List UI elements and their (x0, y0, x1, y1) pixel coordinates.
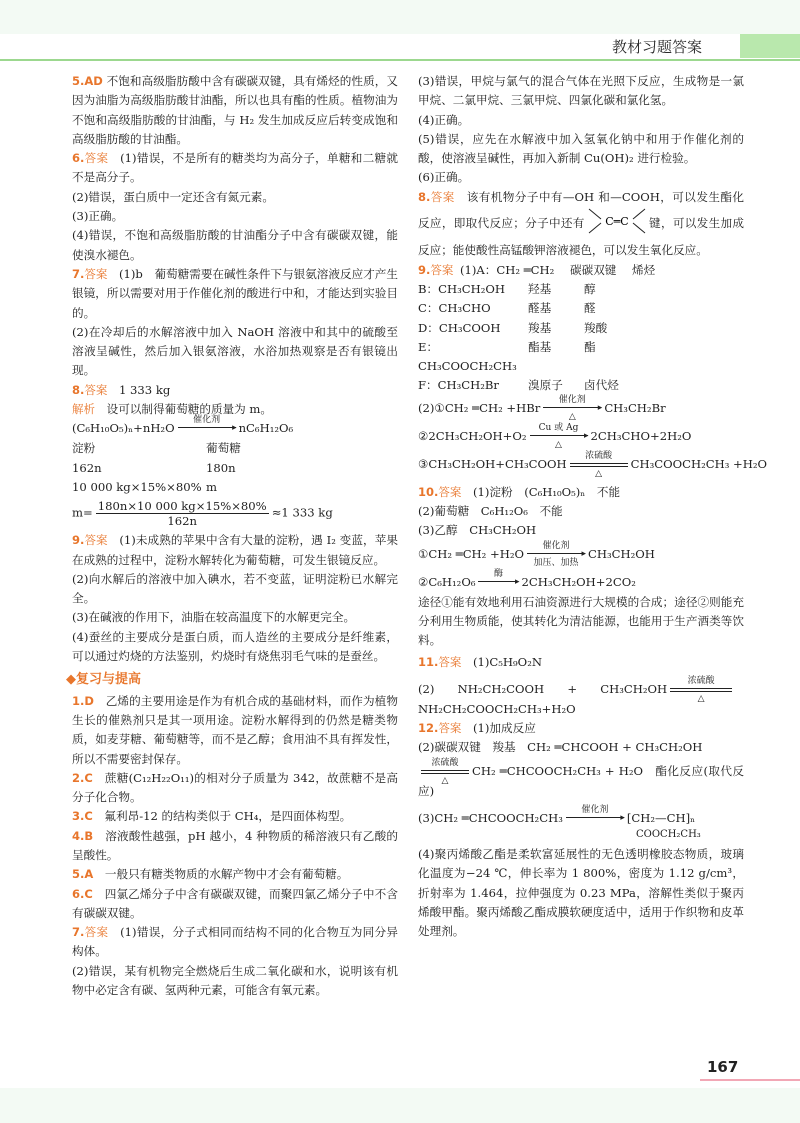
answer-tag: 答案 (84, 533, 108, 548)
header-tab-decoration (740, 34, 800, 58)
equation (72, 415, 398, 439)
reaction-arrow: Cu 或 Ag ▸ △ (530, 427, 588, 447)
functional-group: 酯基 (528, 339, 552, 354)
eq-left: ①CH₂ ═CH₂ +H₂O (418, 546, 524, 561)
answer-tag: 答案 (84, 151, 109, 166)
answer-tag: 答案 (84, 382, 108, 397)
answer-text: 1 333 kg (118, 382, 171, 397)
question-number: 7. (72, 266, 85, 281)
question-number: 5.A (72, 867, 94, 882)
equation (418, 568, 744, 593)
answer-text: (1)错误，分子式相同而结构不同的化合物互为同分异构体。 (72, 925, 398, 959)
equation (418, 422, 744, 450)
functional-group: 碳碳双键 (570, 262, 617, 277)
compound-class: 烯烃 (632, 262, 656, 277)
right-column (418, 72, 768, 942)
answer-text: 氟利昂-12 的结构类似于 CH₄，是四面体构型。 (104, 809, 352, 824)
functional-group: 醛基 (528, 301, 552, 316)
eq-left: ②C₆H₁₂O₆ (418, 574, 476, 589)
arrow-condition: 浓硫酸 (431, 757, 459, 768)
answer-text: (3)在碱液的作用下，油脂在较高温度下的水解更完全。 (72, 610, 356, 625)
substance-formula: F：CH₃CH₂Br (418, 378, 499, 393)
answer-text: (4)正确。 (418, 112, 470, 127)
question-number: 3.C (72, 809, 93, 824)
answer-r12 (418, 719, 744, 738)
answer-text: 蔗糖(C₁₂H₂₂O₁₁)的相对分子质量为 342，故蔗糖不是高分子化合物。 (72, 770, 398, 805)
review-4 (72, 827, 398, 866)
question-number: 6.C (72, 886, 93, 901)
arrow-condition: 催化剂 (542, 540, 570, 551)
calc-cell: 葡萄糖 (206, 441, 241, 456)
answer-text: (1)b 葡萄糖需要在碱性条件下与银氨溶液反应才产生银镜，所以需要对用于作催化剂的酸进行中和，才能达到实验目的。 (72, 266, 398, 320)
question-number: 7. (72, 925, 85, 940)
eq-left: ③CH₃CH₂OH+CH₃COOH (418, 456, 567, 471)
answer-r11 (418, 653, 744, 672)
left-column (66, 72, 398, 1000)
eq-right: 2CH₃CHO+2H₂O (590, 428, 692, 443)
answer-tag: 答案 (84, 925, 109, 940)
reaction-arrow: 酶 ▸ (478, 573, 518, 593)
review-6 (72, 885, 398, 924)
answer-text: (4)聚丙烯酸乙酯是柔软富延展性的无色透明橡胶态物质，玻璃化温度为−24 ℃，伸长率为 1 800%，密度为 1.12 g/cm³，折射率为 1.464，拉伸强度为 0.23 MPa，溶解性类似于聚丙烯酸甲酯。聚丙烯酸乙酯成膜软硬度适中，适用于作织物和皮革处理剂。 (418, 847, 744, 939)
answer-text: (2)错误，蛋白质中一定还含有氮元素。 (72, 189, 274, 204)
arrow-condition: 加压、加热 (533, 557, 579, 568)
question-number: 6. (72, 151, 85, 166)
answer-text: (2)葡萄糖 C₆H₁₂O₆ 不能 (418, 504, 563, 519)
arrow-condition: 催化剂 (558, 394, 586, 405)
answer-text: 溶液酸性越强，pH 越小，4 种物质的稀溶液只有乙酸的呈酸性。 (72, 828, 398, 862)
answer-5 (72, 72, 398, 149)
answer-text: (6)正确。 (418, 170, 470, 185)
answer-text: (3)乙醇 CH₃CH₂OH (418, 523, 537, 538)
arrow-condition: 浓硫酸 (585, 450, 613, 461)
substance-table-rest (418, 280, 744, 396)
question-number: 8. (418, 189, 431, 204)
eq-left: (C₆H₁₀O₅)ₙ+nH₂O (72, 421, 175, 436)
reaction-arrow: 催化剂 ▸ △ (543, 399, 601, 419)
answer-text: (2)错误，某有机物完全燃烧后生成二氧化碳和水，说明该有机物中必定含有碳、氢两种元素，可能含有氧元素。 (72, 963, 398, 998)
equation (418, 394, 744, 422)
review-2 (72, 769, 398, 808)
page-number: 167 (707, 1058, 739, 1076)
reversible-arrow (570, 450, 628, 479)
answer-text: (3)正确。 (72, 209, 124, 224)
calc-cell: 180n (206, 460, 236, 475)
formula-rhs: ≈1 333 kg (271, 505, 333, 520)
equation (418, 675, 744, 704)
arrow-condition: △ (595, 468, 603, 479)
arrow-condition: 催化剂 (581, 805, 609, 816)
answer-text: (1)淀粉 (C₆H₁₀O₅)ₙ 不能 (472, 484, 621, 499)
eq-right: 2CH₃CH₂OH+2CO₂ (521, 574, 636, 589)
eq-right: CH₃COOCH₂CH₃ +H₂O (630, 456, 768, 471)
cc-double-bond-structure (585, 207, 649, 241)
analysis-text: 设可以制得葡萄糖的质量为 m。 (106, 402, 273, 417)
arrow-condition: △ (568, 411, 576, 422)
answer-text: 四氯乙烯分子中含有碳碳双键，而聚四氯乙烯分子中不含有碳碳双键。 (72, 886, 398, 920)
calc-table (72, 439, 398, 497)
answer-text: 乙烯的主要用途是作为有机合成的基础材料，而作为植物生长的催熟剂只是其一项用途。淀粉水解得到的仍然是糖类物质，如麦芽糖、葡萄糖等，而不是乙醇；食用油不具有挥发性，所以不需要密封保存。 (72, 693, 398, 766)
formula-lhs: m= (72, 505, 93, 520)
answer-text: 一般只有糖类物质的水解产物中才会有葡萄糖。 (104, 867, 349, 882)
answer-text: (1)未成熟的苹果中含有大量的淀粉，遇 I₂ 变蓝，苹果在成熟的过程中，淀粉水解转化为葡萄糖，可发生银镜反应。 (72, 533, 398, 567)
eq-left: (2) NH₂CH₂COOH + CH₃CH₂OH (418, 681, 668, 696)
section-heading: ◆复习与提高 (66, 672, 141, 688)
answer-r10 (418, 483, 744, 502)
header-rule (0, 59, 800, 61)
arrow-condition: 催化剂 (193, 415, 221, 426)
bottom-band (0, 1088, 800, 1123)
eq-right: CH₂ ═CHCOOCH₂CH₃ + H₂O 酯化反应(取代反应) (418, 763, 744, 798)
functional-group: 羟基 (528, 281, 552, 296)
answer-tag: 答案 (84, 266, 108, 281)
arrow-condition: 酶 (493, 568, 503, 579)
answer-9 (72, 531, 398, 570)
arrow-condition: 浓硫酸 (687, 675, 715, 686)
arrow-condition: Cu 或 Ag (538, 422, 579, 433)
compound-class: 羧酸 (584, 320, 608, 335)
answer-text: 该有机物分子中有—OH 和—COOH，可以发生酯化反应，即取代反应；分子中还有 (418, 189, 744, 231)
question-number: 8. (72, 382, 85, 397)
analysis-tag: 解析 (72, 402, 95, 417)
eq-left: (3)CH₂ ═CHCOOCH₂CH₃ (418, 811, 563, 826)
answer-text: (1)错误，不是所有的糖类均为高分子，单糖和二糖就不是高分子。 (72, 151, 398, 185)
reversible-arrow (421, 757, 469, 786)
cc-label: C═C (604, 215, 629, 229)
arrow-condition: △ (697, 693, 705, 704)
fraction (96, 499, 269, 528)
equation (418, 450, 768, 479)
reversible-arrow (670, 675, 732, 704)
answer-text: (1)C₅H₉O₂N (472, 654, 542, 669)
answer-text: (4)蚕丝的主要成分是蛋白质，而人造丝的主要成分是纤维素，可以通过灼烧的方法鉴别，灼烧时有烧焦羽毛气味的是蚕丝。 (72, 629, 398, 664)
substance-formula: C：CH₃CHO (418, 301, 491, 316)
compound-class: 醇 (584, 281, 596, 296)
substance-table (418, 261, 744, 280)
eq-right: nC₆H₁₂O₆ (238, 421, 294, 436)
answer-tag: 答案 (438, 721, 462, 736)
question-number: 10. (418, 484, 439, 499)
answer-text: 键，可以发生加成反应；能使酸性高锰酸钾溶液褪色，可以发生氧化反应。 (418, 216, 744, 258)
compound-class: 酯 (584, 339, 596, 354)
question-number: 9. (418, 262, 431, 277)
top-band (0, 0, 800, 34)
eq-right: CH₃CH₂OH (587, 546, 655, 561)
eq-right: CH₃CH₂Br (604, 400, 666, 415)
calc-cell: m (206, 479, 217, 494)
question-number: 12. (418, 721, 439, 736)
page-header-title: 教材习题答案 (612, 38, 703, 56)
functional-group: 溴原子 (528, 378, 563, 393)
eq-left: (2)①CH₂ ═CH₂ +HBr (418, 400, 541, 415)
answer-r8 (418, 188, 744, 261)
question-number: 5.AD (72, 74, 103, 88)
answer-7 (72, 265, 398, 323)
eq-right: NH₂CH₂COOCH₂CH₃+H₂O (418, 701, 576, 716)
calc-cell: 162n (72, 460, 102, 475)
question-number: 2.C (72, 770, 93, 785)
arrow-condition: △ (555, 439, 562, 450)
polymer-equation (418, 805, 744, 829)
substance-formula: D：CH₃COOH (418, 320, 501, 335)
answer-text: 不饱和高级脂肪酸中含有碳碳双键，具有烯烃的性质，又因为油脂为高级脂肪酸甘油酯，所以也具有酯的性质。植物油为不饱和高级脂肪酸的甘油酯，与 H₂ 发生加成反应后转变成饱和高级脂肪酸的甘油酯。 (72, 74, 398, 146)
equation (418, 757, 744, 801)
substance-formula: E：CH₃COOCH₂CH₃ (418, 339, 517, 374)
page-number-rule (700, 1079, 800, 1081)
equation (418, 540, 744, 568)
polymer-unit: [CH₂—CH]ₙ (626, 811, 696, 826)
arrow-condition: △ (441, 775, 449, 786)
answer-text: 途径①能有效地利用石油资源进行大规模的合成；途径②则能充分利用生物质能，使其转化为清洁能源，也能用于生产酒类等饮料。 (418, 594, 744, 648)
question-number: 4.B (72, 828, 94, 843)
compound-class: 卤代烃 (584, 378, 619, 393)
reaction-arrow: 催化剂 ▸ 加压、加热 (527, 545, 585, 565)
question-number: 11. (418, 654, 439, 669)
compound-class: 醛 (584, 301, 596, 316)
review-3 (72, 807, 398, 826)
answer-text: (2)在冷却后的水解溶液中加入 NaOH 溶液中和其中的硫酸至溶液呈碱性，然后加入银氨溶液，水浴加热观察是否有银镜出现。 (72, 324, 398, 378)
reaction-arrow: 催化剂 ▸ (566, 809, 624, 829)
answer-6 (72, 149, 398, 188)
functional-group: 羧基 (528, 320, 552, 335)
review-1 (72, 692, 398, 769)
eq-left: ②2CH₃CH₂OH+O₂ (418, 428, 527, 443)
calc-cell: 淀粉 (72, 441, 96, 456)
substance-formula: (1)A：CH₂ ═CH₂ (460, 262, 555, 277)
question-number: 1.D (72, 693, 94, 708)
polymer-substituent: COOCH₂CH₃ (636, 829, 701, 841)
answer-text: (4)错误，不饱和高级脂肪酸的甘油酯分子中含有碳碳双键，能使溴水褪色。 (72, 228, 398, 262)
substance-formula: B：CH₃CH₂OH (418, 281, 505, 296)
review-5 (72, 865, 398, 884)
answer-text: (2)碳碳双键 羧基 CH₂ ═CHCOOH + CH₃CH₂OH (418, 740, 703, 755)
calc-cell: 10 000 kg×15%×80% (72, 479, 202, 494)
answer-tag: 答案 (430, 262, 454, 277)
answer-tag: 答案 (438, 654, 462, 669)
answer-text: (5)错误，应先在水解液中加入氢氧化钠中和用于作催化剂的酸，使溶液呈碱性，再加入新制 Cu(OH)₂ 进行检验。 (418, 131, 744, 166)
reaction-arrow: 催化剂 ▸ (178, 419, 236, 439)
denominator: 162n (167, 514, 198, 529)
numerator: 180n×10 000 kg×15%×80% (97, 499, 267, 514)
mass-formula (72, 499, 398, 528)
answer-text: (1)加成反应 (472, 721, 536, 736)
answer-text: (2)向水解后的溶液中加入碘水，若不变蓝，证明淀粉已水解完全。 (72, 571, 398, 606)
answer-tag: 答案 (438, 484, 462, 499)
answer-text: (3)错误，甲烷与氯气的混合气体在光照下反应，生成物是一氯甲烷、二氯甲烷、三氯甲烷、四氯化碳和氯化氢。 (418, 74, 744, 108)
answer-tag: 答案 (430, 189, 455, 204)
answer-8 (72, 381, 398, 400)
question-number: 9. (72, 533, 85, 548)
review-7 (72, 923, 398, 962)
